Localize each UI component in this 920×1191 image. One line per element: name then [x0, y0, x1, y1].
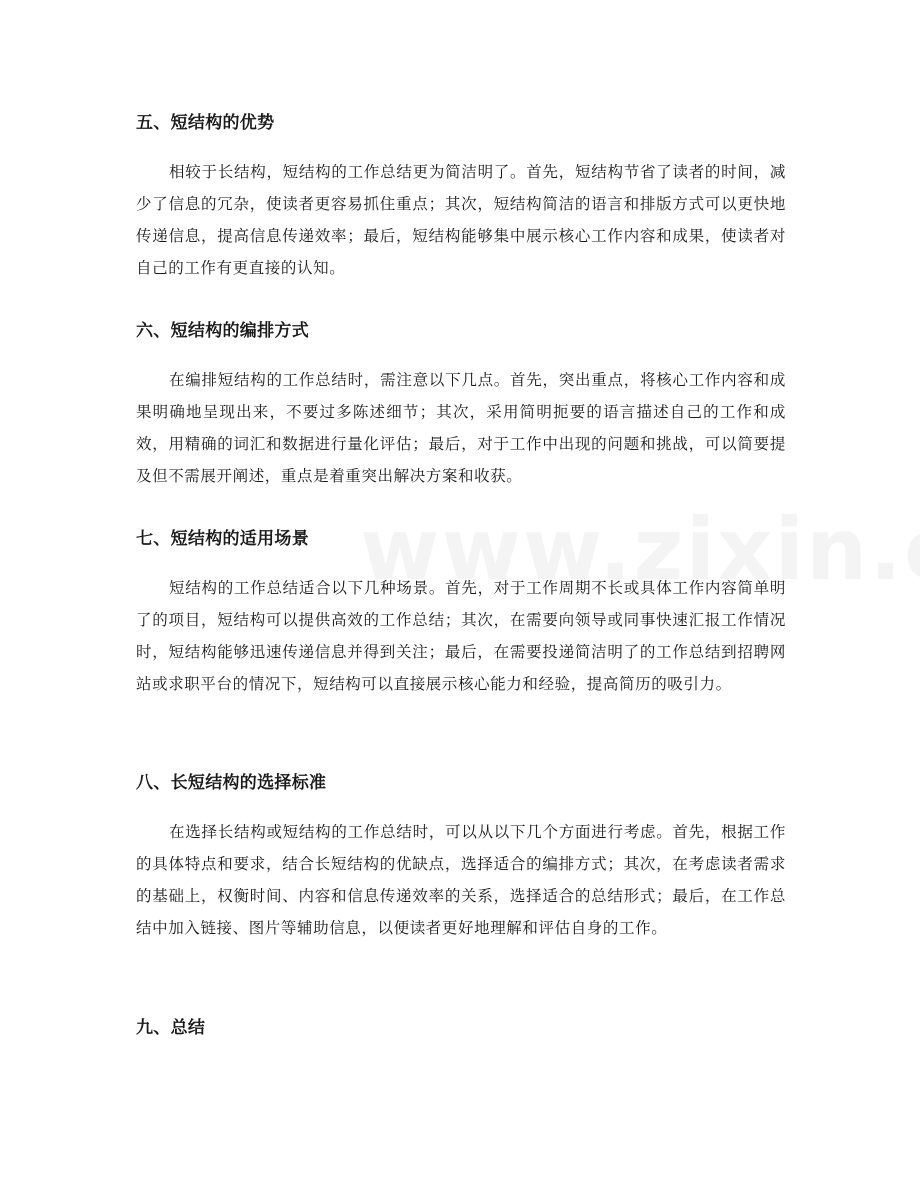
section-heading: 六、短结构的编排方式 — [136, 321, 309, 341]
section-paragraph: 短结构的工作总结适合以下几种场景。首先，对于工作周期不长或具体工作内容简单明了的项目，短结构可以提供高效的工作总结；其次，在需要向领导或同事快速汇报工作情况时，短结构能够迅速传递信息并得到关注；最后，在需要投递简洁明了的工作总结到招聘网站或求职平台的情况下，短结构可以直接展示核心能力和经验，提高简历的吸引力。 — [136, 579, 786, 693]
section-heading: 五、短结构的优势 — [136, 113, 275, 133]
section-heading: 七、短结构的适用场景 — [136, 529, 309, 549]
section-paragraph: 在编排短结构的工作总结时，需注意以下几点。首先，突出重点，将核心工作内容和成果明确地呈现出来，不要过多陈述细节；其次，采用简明扼要的语言描述自己的工作和成效，用精确的词汇和数据进行量化评估；最后，对于工作中出现的问题和挑战，可以简要提及但不需展开阐述，重点是着重突出解决方案和收获。 — [136, 371, 786, 485]
section-paragraph: 在选择长结构或短结构的工作总结时，可以从以下几个方面进行考虑。首先，根据工作的具体特点和要求，结合长短结构的优缺点，选择适合的编排方式；其次，在考虑读者需求的基础上，权衡时间、内容和信息传递效率的关系，选择适合的总结形式；最后，在工作总结中加入链接、图片等辅助信息，以便读者更好地理解和评估自身的工作。 — [136, 823, 786, 937]
section-paragraph: 相较于长结构，短结构的工作总结更为简洁明了。首先，短结构节省了读者的时间，减少了信息的冗杂，使读者更容易抓住重点；其次，短结构简洁的语言和排版方式可以更快地传递信息，提高信息传递效率；最后，短结构能够集中展示核心工作内容和成果，使读者对自己的工作有更直接的认知。 — [136, 163, 786, 277]
section-heading: 八、长短结构的选择标准 — [136, 773, 327, 793]
section-heading: 九、总结 — [136, 1018, 206, 1038]
